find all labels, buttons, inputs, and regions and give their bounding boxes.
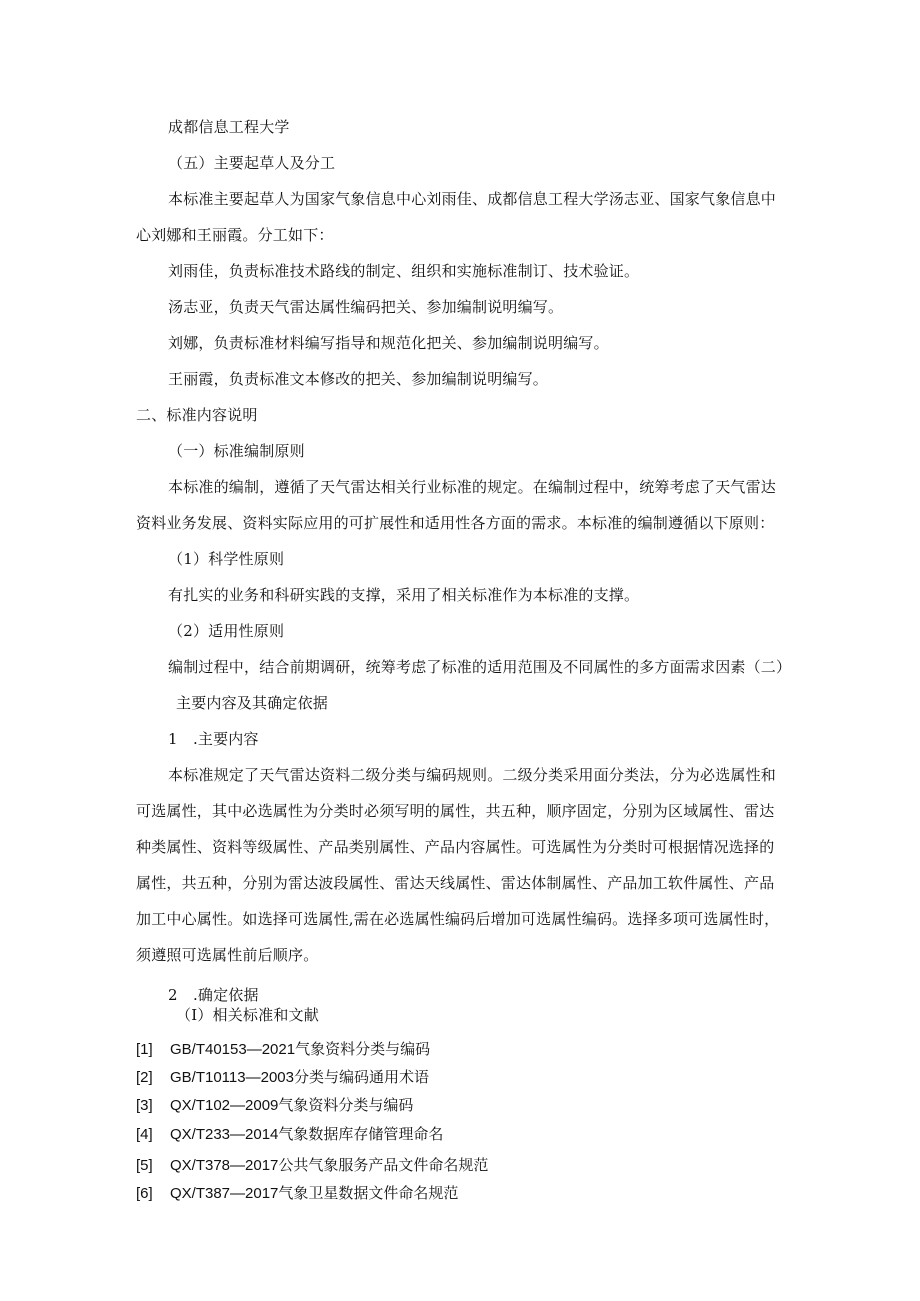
reference-code: QX/T378—2017 [170,1157,279,1174]
text-line: 王丽霞，负责标准文本修改的把关、参加编制说明编写。 [168,370,549,388]
reference-code: QX/T233—2014 [170,1126,279,1143]
reference-code: QX/T102—2009 [170,1097,279,1114]
reference-number: [3] [136,1097,153,1114]
reference-number: [1] [136,1041,153,1058]
reference-item [136,1155,488,1176]
section-heading: （五）主要起草人及分工 [168,154,336,172]
reference-code: GB/T10113—2003 [170,1069,294,1086]
subsection-heading: （2）适用性原则 [168,622,285,640]
text-line: 心刘娜和王丽霞。分工如下： [136,226,334,244]
reference-code: QX/T387—2017 [170,1185,279,1202]
text-line: 种类属性、资料等级属性、产品类别属性、产品内容属性。可选属性为分类时可根据情况选择的 [136,838,775,856]
reference-title: 气象资料分类与编码 [278,1096,414,1114]
text-line: 成都信息工程大学 [168,118,290,136]
text-line: 本标准的编制，遵循了天气雷达相关行业标准的规定。在编制过程中，统筹考虑了天气雷达 [168,478,777,496]
reference-item [136,1067,429,1088]
reference-number: [2] [136,1069,153,1086]
text-line: 资料业务发展、资料实际应用的可扩展性和适用性各方面的需求。本标准的编制遵循以下原则： [136,514,775,532]
reference-title: 分类与编码通用术语 [293,1068,429,1086]
chapter-heading: 二、标准内容说明 [136,406,258,424]
text-line: 属性，共五种，分别为雷达波段属性、雷达天线属性、雷达体制属性、产品加工软件属性、产品 [136,874,775,892]
text-line: 可选属性，其中必选属性为分类时必须写明的属性，共五种，顺序固定，分别为区域属性、雷达 [136,802,775,820]
subsection-heading: （1）科学性原则 [168,550,285,568]
reference-title: 气象资料分类与编码 [295,1040,431,1058]
text-line: 汤志亚，负责天气雷达属性编码把关、参加编制说明编写。 [168,298,564,316]
text-line: 加工中心属性。如选择可选属性,需在必选属性编码后增加可选属性编码。选择多项可选属性时， [136,910,780,928]
reference-number: [6] [136,1185,153,1202]
reference-item [136,1039,430,1060]
reference-title: 公共气象服务产品文件命名规范 [278,1156,489,1174]
text-line: 本标准主要起草人为国家气象信息中心刘雨佳、成都信息工程大学汤志亚、国家气象信息中 [168,190,777,208]
reference-title: 气象数据库存储管理命名 [278,1125,444,1143]
reference-code: GB/T40153—2021 [170,1041,296,1058]
section-heading: 主要内容及其确定依据 [176,694,329,712]
subsection-heading: 1 .主要内容 [168,730,259,748]
subsection-heading: （I）相关标准和文献 [176,1006,319,1024]
reference-item [136,1124,443,1145]
reference-item [136,1183,458,1204]
reference-item [136,1095,413,1116]
text-line: 刘雨佳，负责标准技术路线的制定、组织和实施标准制订、技术验证。 [168,262,640,280]
text-line: 须遵照可选属性前后顺序。 [136,946,319,964]
reference-number: [4] [136,1126,153,1143]
section-heading: （一）标准编制原则 [168,442,305,460]
reference-number: [5] [136,1157,153,1174]
text-line: 编制过程中，结合前期调研，统筹考虑了标准的适用范围及不同属性的多方面需求因素（二） [168,658,792,676]
subsection-heading: 2 .确定依据 [168,986,259,1004]
text-line: 刘娜，负责标准材料编写指导和规范化把关、参加编制说明编写。 [168,334,609,352]
reference-title: 气象卫星数据文件命名规范 [278,1184,459,1202]
text-line: 本标准规定了天气雷达资料二级分类与编码规则。二级分类采用面分类法，分为必选属性和 [168,766,777,784]
text-line: 有扎实的业务和科研实践的支撑，采用了相关标准作为本标准的支撑。 [168,586,640,604]
